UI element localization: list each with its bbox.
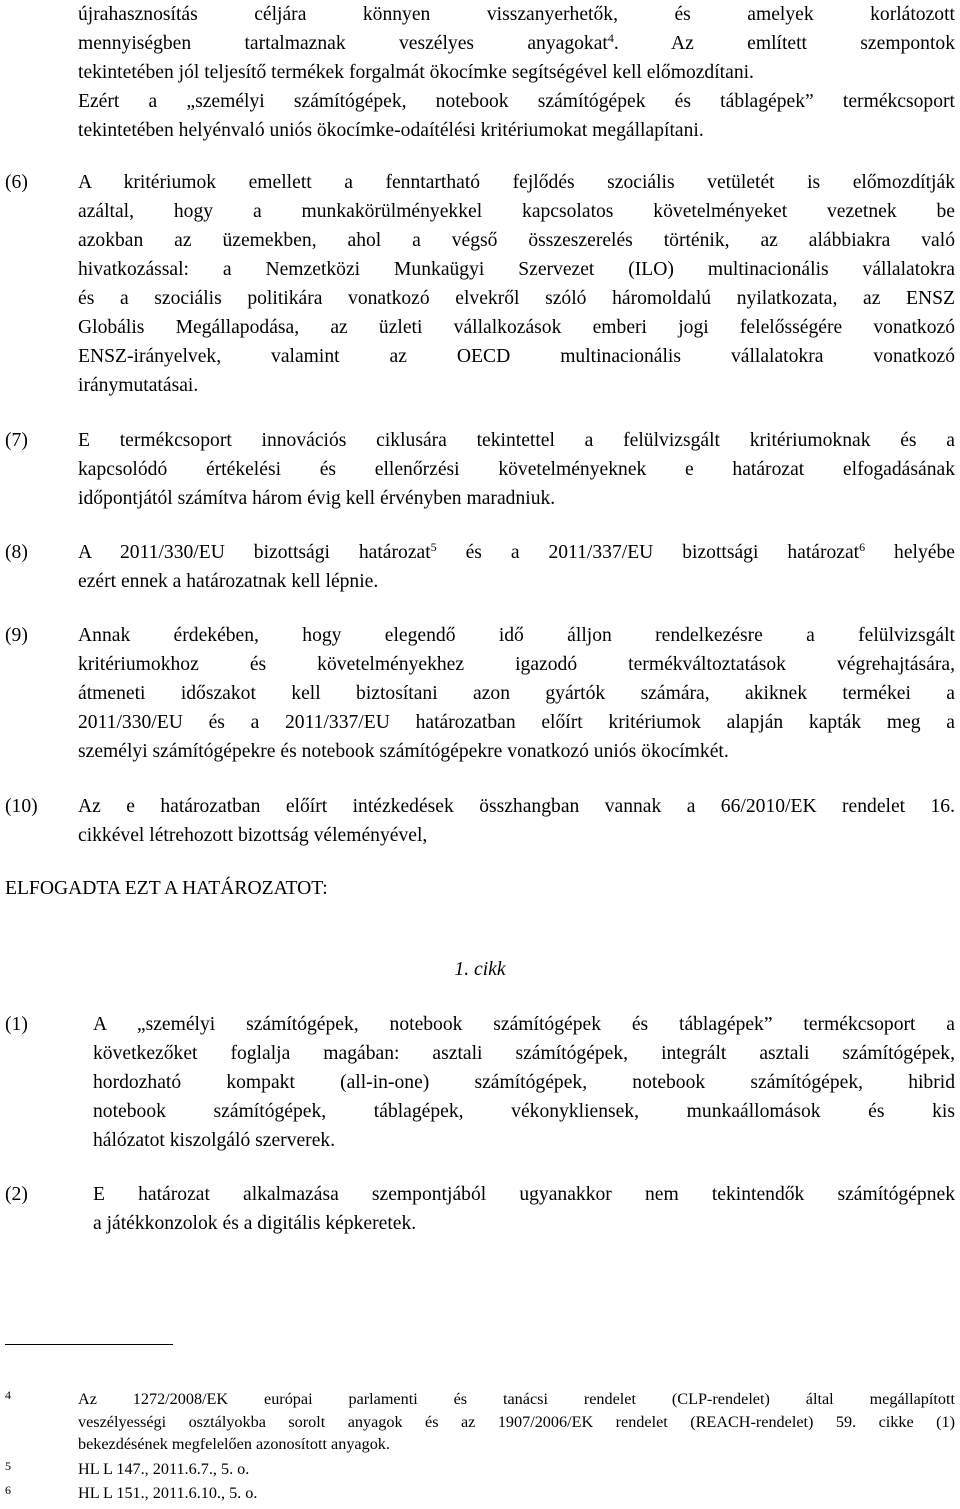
text-line: bekezdésének megfelelően azonosított anyagok.: [78, 1435, 390, 1453]
text-line: notebook számítógépek, táblagépek, vékonykliensek, munkaállomások és kis: [93, 1101, 955, 1122]
text-line: következőket foglalja magában: asztali számítógépek, integrált asztali számítógépek,: [93, 1043, 955, 1064]
recital-number: (8): [5, 542, 28, 563]
text-line: E termékcsoport innovációs ciklusára tekintettel a felülvizsgált kritériumoknak és a: [78, 430, 955, 451]
footnote-number: 5: [5, 1459, 11, 1473]
recital-number: (6): [5, 172, 28, 193]
recital-6: [78, 168, 955, 400]
footnote-6: [78, 1482, 955, 1505]
footnote-5: [78, 1458, 955, 1481]
article-paragraph-2: [93, 1180, 955, 1238]
text-line: tekintetében jól teljesítő termékek forgalmát ökocímke segítségével kell előmozdítani.: [78, 62, 754, 83]
text-line: hordozható kompakt (all-in-one) számítógépek, notebook számítógépek, hibrid: [93, 1072, 955, 1093]
text-line: hivatkozással: a Nemzetközi Munkaügyi Szervezet (ILO) multinacionális vállalatokra: [78, 259, 955, 280]
text-line: ezért ennek a határozatnak kell lépnie.: [78, 571, 379, 592]
recital-number: (7): [5, 430, 28, 451]
text-line: a játékkonzolok és a digitális képkeretek.: [93, 1213, 417, 1234]
footnote-number: 4: [5, 1388, 11, 1402]
text-line: kapcsolódó értékelési és ellenőrzési követelményeknek e határozat elfogadásának: [78, 459, 955, 480]
footnote-ref: 4: [607, 31, 614, 45]
text-line: iránymutatásai.: [78, 375, 199, 396]
adopted-heading: ELFOGADTA EZT A HATÁROZATOT:: [5, 878, 328, 899]
recital-9: [78, 621, 955, 766]
text-line: időpontjától számítva három évig kell érvényben maradniuk.: [78, 488, 556, 509]
article-paragraph-number: (1): [5, 1014, 28, 1035]
footnote-ref: 6: [859, 540, 866, 554]
recital-7: [78, 426, 955, 513]
text-line: Az 1272/2008/EK európai parlamenti és tanácsi rendelet (CLP-rendelet) által megállapított: [78, 1390, 955, 1408]
text-line: kritériumokhoz és követelményekhez igazodó termékváltoztatások végrehajtására,: [78, 654, 955, 675]
text-line: veszélyességi osztályokba sorolt anyagok és az 1907/2006/EK rendelet (REACH-rendelet) 59. cikke (1): [78, 1412, 955, 1431]
footnote-ref: 5: [430, 540, 437, 554]
text-line: ENSZ-irányelvek, valamint az OECD multinacionális vállalatokra vonatkozó: [78, 346, 955, 367]
intro-paragraph: [78, 0, 955, 145]
text-line: hálózatot kiszolgáló szerverek.: [93, 1130, 336, 1151]
text-line: A 2011/330/EU bizottsági határozat$^5$ és a 2011/337/EU bizottsági határozat$^6$ helyébe: [78, 540, 955, 563]
footnote-separator: [5, 1344, 173, 1345]
text-line: és a szociális politikára vonatkozó elvekről szóló háromoldalú nyilatkozata, az ENSZ: [78, 288, 955, 309]
article-paragraph-1: [93, 1010, 955, 1155]
footnote-4: [78, 1388, 955, 1456]
text-line: HL L 151., 2011.6.10., 5. o.: [78, 1484, 258, 1502]
footnote-number: 6: [5, 1483, 11, 1497]
recital-number: (10): [5, 796, 38, 817]
text-line: Annak érdekében, hogy elegendő idő álljon rendelkezésre a felülvizsgált: [78, 625, 955, 646]
article-title: 1. cikk: [454, 959, 506, 980]
text-line: HL L 147., 2011.6.7., 5. o.: [78, 1460, 250, 1478]
recital-number: (9): [5, 625, 28, 646]
text-line: újrahasznosítás céljára könnyen visszanyerhetők, és amelyek korlátozott: [78, 4, 955, 25]
text-line: tekintetében helyénvaló uniós ökocímke-odaítélési kritériumokat megállapítani.: [78, 120, 704, 141]
text-line: Globális Megállapodása, az üzleti vállalkozások emberi jogi felelősségére vonatkozó: [78, 317, 955, 338]
text-line: átmeneti időszakot kell biztosítani azon gyártók számára, akiknek termékei a: [78, 683, 955, 704]
recital-8: [78, 538, 955, 596]
text-line: Az e határozatban előírt intézkedések összhangban vannak a 66/2010/EK rendelet 16.: [78, 796, 955, 817]
text-line: mennyiségben tartalmaznak veszélyes anyagokat$^4$. Az említett szempontok: [78, 31, 955, 54]
text-line: Ezért a „személyi számítógépek, notebook számítógépek és táblagépek” termékcsoport: [78, 91, 955, 112]
text-line: A „személyi számítógépek, notebook számítógépek és táblagépek” termékcsoport a: [93, 1014, 955, 1035]
text-line: személyi számítógépekre és notebook számítógépekre vonatkozó uniós ökocímkét.: [78, 741, 729, 762]
text-line: azokban az üzemekben, ahol a végső összeszerelés történik, az alábbiakra való: [78, 230, 955, 251]
recital-10: [78, 792, 955, 850]
text-line: A kritériumok emellett a fenntartható fejlődés szociális vetületét is előmozdítják: [78, 172, 955, 193]
text-line: azáltal, hogy a munkakörülményekkel kapcsolatos követelményeket vezetnek be: [78, 201, 955, 222]
text-line: cikkével létrehozott bizottság véleményével,: [78, 825, 428, 846]
text-line: E határozat alkalmazása szempontjából ugyanakkor nem tekintendők számítógépnek: [93, 1184, 955, 1205]
article-paragraph-number: (2): [5, 1184, 28, 1205]
text-line: 2011/330/EU és a 2011/337/EU határozatban előírt kritériumok alapján kapták meg a: [78, 712, 955, 733]
